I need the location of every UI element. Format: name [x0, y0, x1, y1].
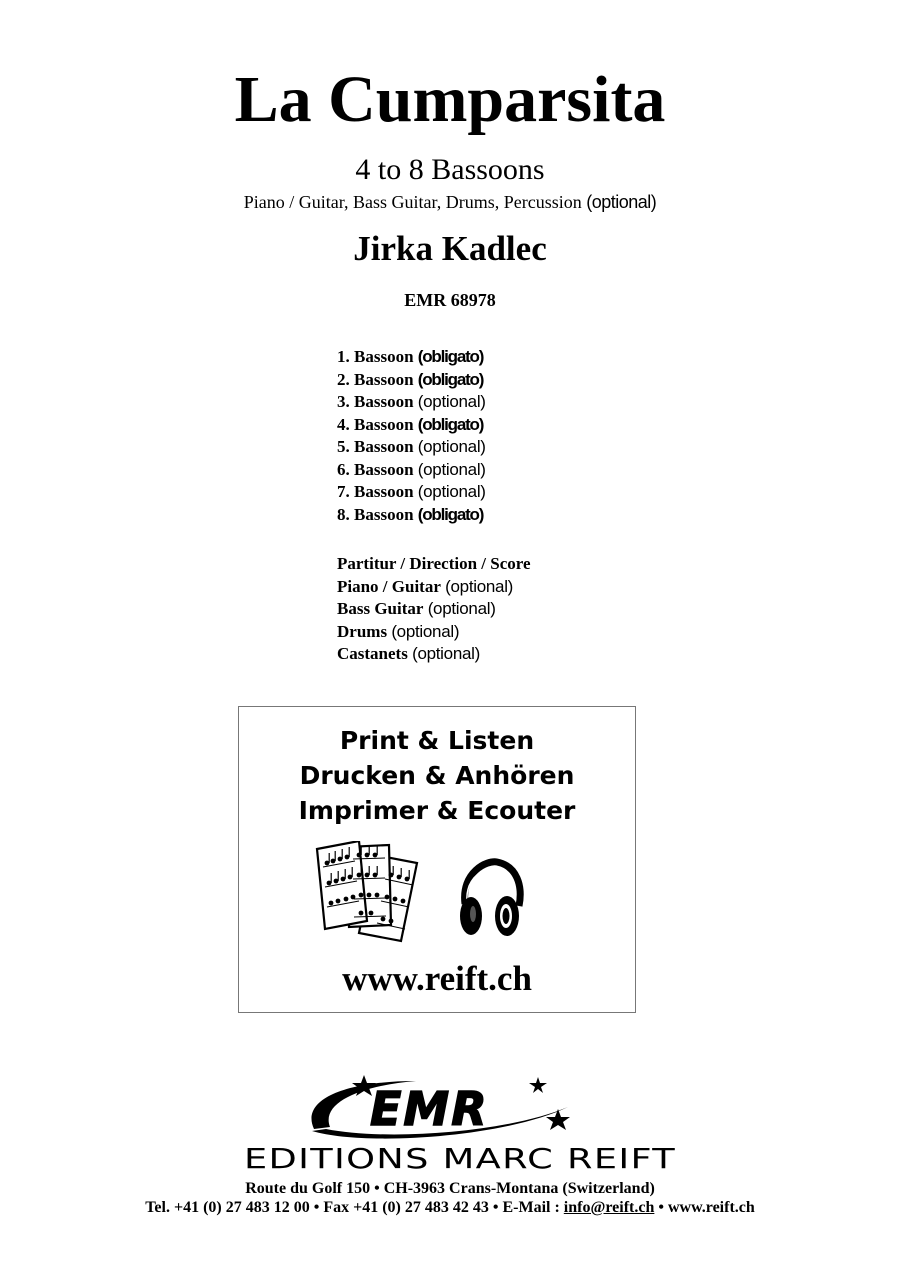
score-part-note: (optional): [391, 621, 460, 641]
part-row: [337, 436, 486, 459]
instrumentation: [0, 190, 900, 214]
instrumentation-note: (optional): [586, 192, 657, 212]
sheet-music-icon: [313, 841, 441, 945]
emr-logo-text: EMR: [370, 1082, 489, 1136]
website-link[interactable]: www.reift.ch: [342, 959, 532, 998]
catalog-number: EMR 68978: [404, 290, 496, 310]
part-note: (obligato): [417, 347, 484, 366]
part-name: 4. Bassoon: [337, 414, 414, 434]
part-row: [337, 481, 486, 504]
publisher-name-text: EDITIONS MARC REIFT: [244, 1142, 676, 1175]
publisher-address: Route du Golf 150 • CH-3963 Crans-Montana (Switzerland): [245, 1180, 655, 1197]
part-name: 2. Bassoon: [337, 369, 414, 389]
score-part-row: [337, 553, 531, 576]
part-name: 7. Bassoon: [337, 482, 414, 501]
score-part-note: (optional): [427, 599, 496, 618]
part-note: (obligato): [417, 414, 484, 434]
score-part-row: [337, 643, 531, 666]
promo-line-german: Drucken & Anhören: [299, 761, 575, 790]
score-parts-list: [337, 553, 531, 666]
part-note: (optional): [417, 437, 486, 456]
score-part-row: [337, 598, 531, 621]
promo-line-french: Imprimer & Ecouter: [298, 796, 576, 825]
part-note: (optional): [417, 459, 486, 479]
part-row: [337, 346, 486, 369]
score-part-name: Drums: [337, 621, 388, 641]
headphones-icon: [457, 858, 525, 938]
subtitle: 4 to 8 Bassoons: [355, 153, 545, 186]
part-name: 8. Bassoon: [337, 504, 414, 524]
score-part-note: (optional): [412, 644, 480, 663]
part-note: (obligato): [417, 504, 484, 524]
part-row: [337, 391, 486, 414]
part-note: (obligato): [417, 369, 484, 389]
part-row: [337, 459, 486, 482]
email-link[interactable]: info@reift.ch: [563, 1199, 655, 1216]
composer: Jirka Kadlec: [353, 229, 547, 268]
part-note: (optional): [417, 482, 486, 501]
part-name: 3. Bassoon: [337, 392, 414, 411]
contact-phone-fax: Tel. +41 (0) 27 483 12 00 • Fax +41 (0) 27 483 42 43 • E-Mail :: [145, 1199, 564, 1216]
part-row: [337, 369, 486, 392]
score-part-name: Piano / Guitar: [337, 576, 441, 596]
part-name: 6. Bassoon: [337, 459, 414, 479]
print-listen-box: [238, 706, 636, 1013]
part-row: [337, 414, 486, 437]
score-part-row: [337, 576, 531, 599]
parts-list: [337, 346, 486, 526]
score-part-note: (optional): [445, 576, 514, 596]
part-row: [337, 504, 486, 527]
title: La Cumparsita: [234, 63, 666, 136]
part-name: 1. Bassoon: [337, 347, 414, 366]
score-part-name: Bass Guitar: [337, 599, 424, 618]
publisher-name: [240, 1140, 680, 1176]
contact-website: • www.reift.ch: [654, 1199, 755, 1216]
score-part-name: Partitur / Direction / Score: [337, 554, 531, 573]
emr-logo: [306, 1075, 576, 1145]
part-note: (optional): [417, 392, 486, 411]
instrumentation-main: Piano / Guitar, Bass Guitar, Drums, Percussion: [243, 192, 582, 212]
part-name: 5. Bassoon: [337, 437, 414, 456]
score-part-name: Castanets: [337, 644, 408, 663]
promo-line-english: Print & Listen: [339, 726, 535, 755]
publisher-contact: [0, 1198, 900, 1218]
score-part-row: [337, 621, 531, 644]
